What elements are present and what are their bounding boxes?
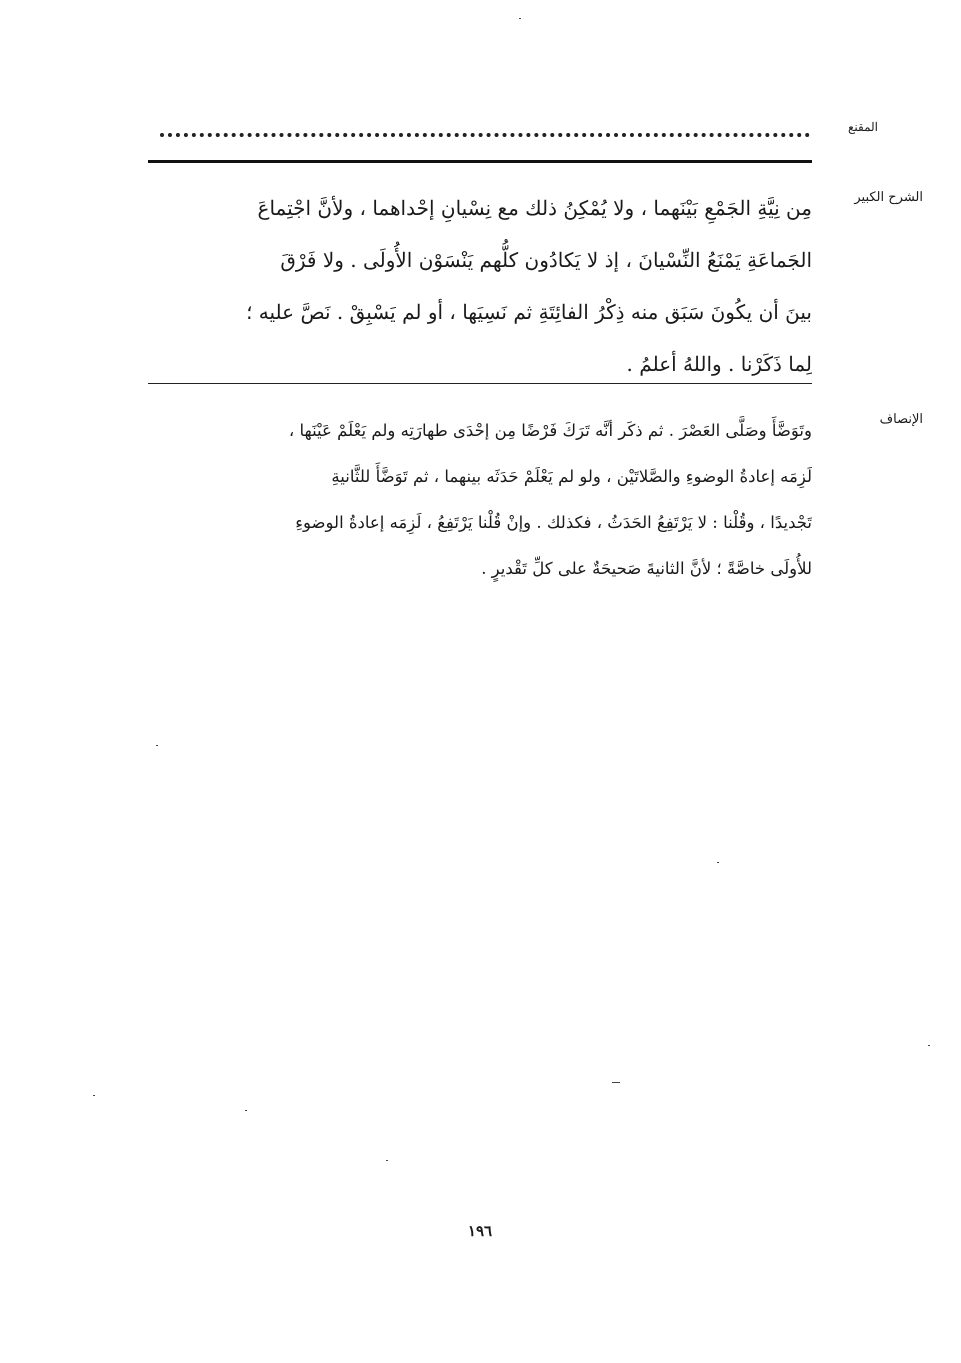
running-header-book-title: المقنع (847, 120, 878, 134)
scan-speck (928, 1045, 930, 1046)
page-number: ١٩٦ (467, 1222, 493, 1240)
scan-speck (156, 745, 158, 746)
scan-speck (93, 1095, 95, 1096)
scan-speck (245, 1110, 247, 1111)
header-rule (148, 160, 812, 163)
text-line: للأُولَى خاصَّةً ؛ لأنَّ الثانيةَ صَحيحَةٌ على كلِّ تَقْديرٍ . (481, 559, 812, 578)
text-line: وتَوَضَّأَ وصَلَّى العَصْرَ . ثم ذكَر أنَّه تَرَكَ فَرْضًا مِن إحْدَى طهارَتِه ولم يَعْلَمْ عَيْنَها ، (288, 421, 812, 440)
sharh-text-block (148, 182, 812, 390)
section-label-insaf: الإنصاف (879, 412, 923, 427)
text-line: تَجْديدًا ، وقُلْنا : لا يَرْتَفِعُ الحَدَثُ ، فكذلك . وإنْ قُلْنا يَرْتَفِعُ ، لَزِمَه إعادةُ الوضوءِ (295, 513, 812, 532)
section-label-sharh: الشرح الكبير (854, 190, 923, 205)
text-line: الجَماعَةِ يَمْنَعُ النِّسْيانَ ، إذ لا يَكادُون كلُّهم يَنْسَوْن الأُولَى . ولا فَرْقَ (280, 248, 812, 272)
section-divider-rule (148, 383, 812, 384)
scan-speck (519, 18, 521, 19)
text-line: لَزِمَه إعادةُ الوضوءِ والصَّلاتَيْن ، ولو لم يَعْلَمْ حَدَثَه بينهما ، ثم تَوَضَّأَ للثَّانيةِ (331, 467, 812, 486)
header-dotted-leader (160, 133, 810, 137)
text-line: مِن نِيَّةِ الجَمْعِ بَيْنَهما ، ولا يُمْكِنُ ذلك مع نِسْيانِ إحْداهما ، ولأنَّ اجْتِماعَ (257, 196, 812, 220)
insaf-text-block (148, 408, 812, 592)
scan-speck (612, 1082, 620, 1083)
scan-speck (386, 1160, 388, 1161)
text-line: بينَ أن يكُونَ سَبَق منه ذِكْرُ الفائِتَةِ ثم نَسِيَها ، أو لم يَسْبِقْ . نَصَّ عليه ؛ (246, 300, 812, 324)
text-line: لِما ذَكَرْنا . واللهُ أعلمُ . (626, 352, 812, 376)
scan-speck (717, 862, 719, 863)
